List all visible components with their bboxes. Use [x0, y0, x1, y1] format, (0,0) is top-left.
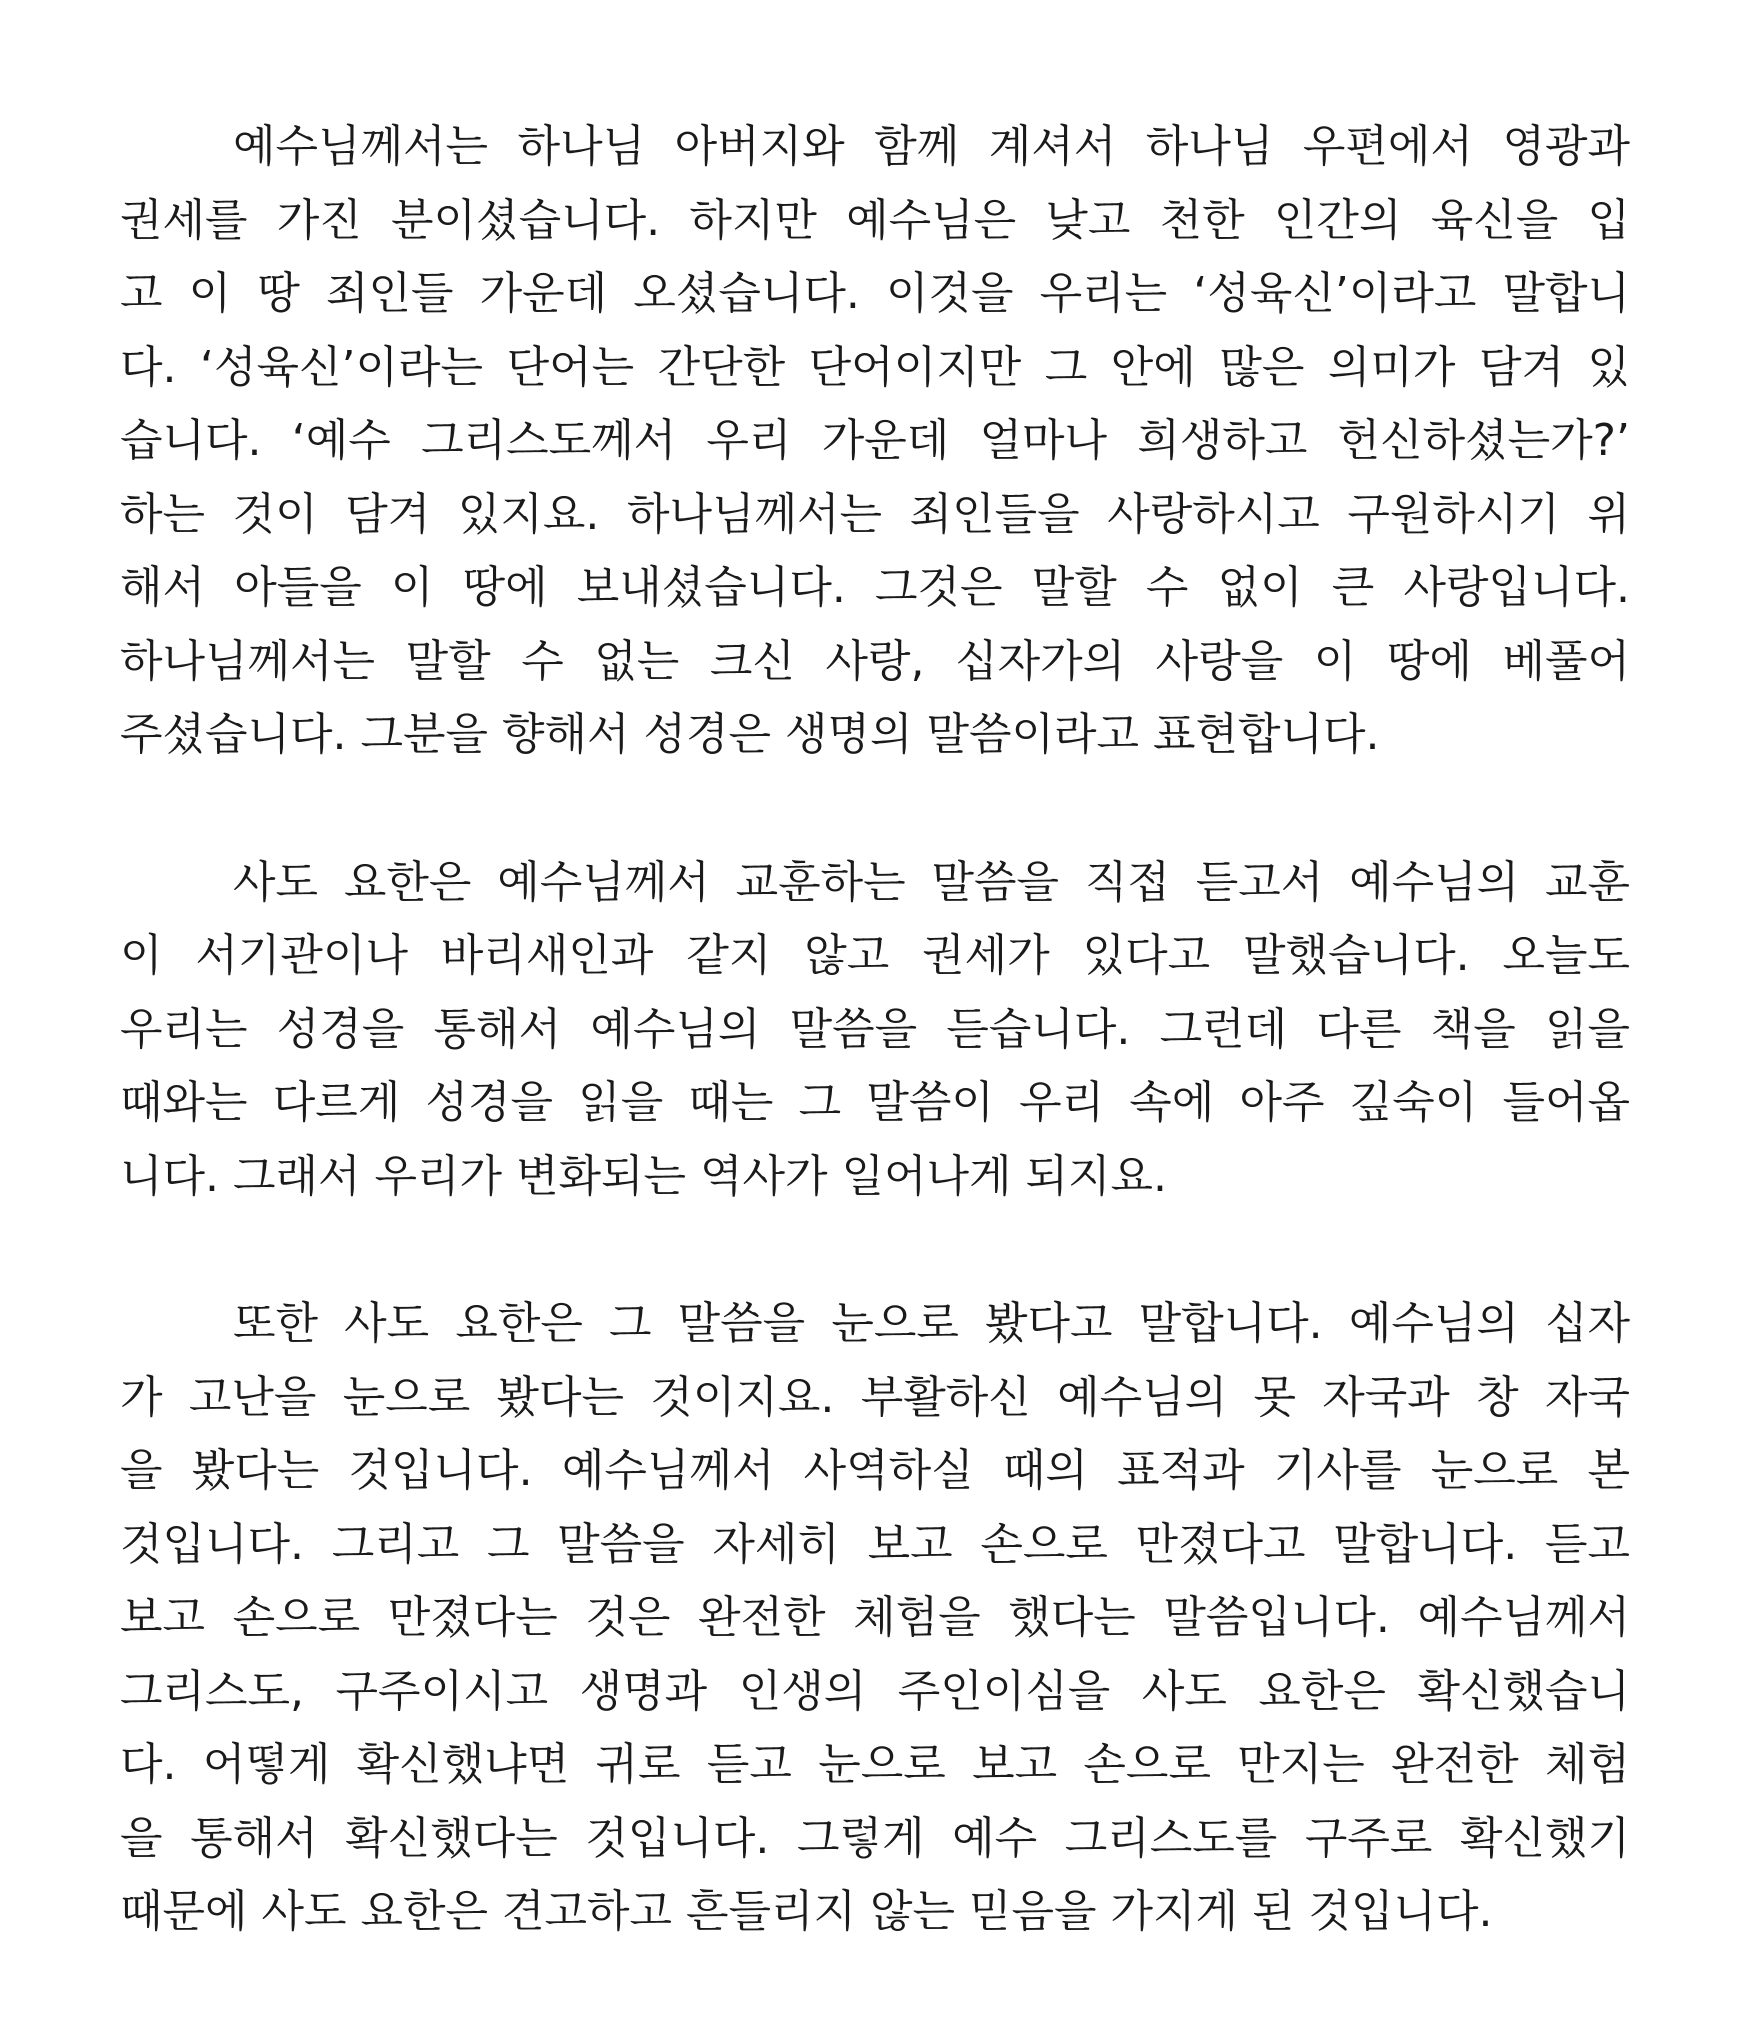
text-line: 그리스도, 구주이시고 생명과 인생의 주인이심을 사도 요한은 확신했습니	[120, 1665, 1630, 1717]
text-line: 해서 아들을 이 땅에 보내셨습니다. 그것은 말할 수 없이 큰 사랑입니다.	[120, 562, 1630, 613]
text-line: 다. 어떻게 확신했냐면 귀로 듣고 눈으로 보고 손으로 만지는 완전한 체험	[120, 1739, 1630, 1790]
text-line: 고 이 땅 죄인들 가운데 오셨습니다. 이것을 우리는 ‘성육신’이라고 말합니	[120, 268, 1630, 319]
paragraph-1	[120, 110, 1630, 772]
text-line: 을 통해서 확신했다는 것입니다. 그렇게 예수 그리스도를 구주로 확신했기	[120, 1812, 1630, 1864]
text-line: 을 봤다는 것입니다. 예수님께서 사역하실 때의 표적과 기사를 눈으로 본	[120, 1445, 1630, 1496]
text-line: 예수님께서는 하나님 아버지와 함께 계셔서 하나님 우편에서 영광과	[233, 121, 1630, 172]
text-line: 권세를 가진 분이셨습니다. 하지만 예수님은 낮고 천한 인간의 육신을 입	[120, 194, 1630, 246]
paragraph-2	[120, 846, 1630, 1214]
text-line: 사도 요한은 예수님께서 교훈하는 말씀을 직접 듣고서 예수님의 교훈	[233, 856, 1630, 908]
text-line: 이 서기관이나 바리새인과 같지 않고 권세가 있다고 말했습니다. 오늘도	[120, 930, 1630, 981]
text-line: 주셨습니다. 그분을 향해서 성경은 생명의 말씀이라고 표현합니다.	[120, 709, 1380, 760]
text-line: 습니다. ‘예수 그리스도께서 우리 가운데 얼마나 희생하고 헌신하셨는가?’	[120, 415, 1630, 466]
text-line: 보고 손으로 만졌다는 것은 완전한 체험을 했다는 말씀입니다. 예수님께서	[120, 1592, 1630, 1643]
document-page	[120, 110, 1630, 2023]
text-line: 다. ‘성육신’이라는 단어는 간단한 단어이지만 그 안에 많은 의미가 담겨 있	[120, 341, 1630, 393]
text-line: 하는 것이 담겨 있지요. 하나님께서는 죄인들을 사랑하시고 구원하시기 위	[120, 488, 1630, 540]
text-line: 때와는 다르게 성경을 읽을 때는 그 말씀이 우리 속에 아주 깊숙이 들어옵	[120, 1077, 1630, 1128]
text-line: 하나님께서는 말할 수 없는 크신 사랑, 십자가의 사랑을 이 땅에 베풀어	[120, 635, 1630, 687]
text-line: 우리는 성경을 통해서 예수님의 말씀을 듣습니다. 그런데 다른 책을 읽을	[120, 1003, 1630, 1055]
text-line: 니다. 그래서 우리가 변화되는 역사가 일어나게 되지요.	[120, 1150, 1167, 1202]
text-line: 때문에 사도 요한은 견고하고 흔들리지 않는 믿음을 가지게 된 것입니다.	[120, 1886, 1493, 1937]
paragraph-3	[120, 1287, 1630, 1949]
text-line: 또한 사도 요한은 그 말씀을 눈으로 봤다고 말합니다. 예수님의 십자	[233, 1298, 1630, 1349]
text-line: 가 고난을 눈으로 봤다는 것이지요. 부활하신 예수님의 못 자국과 창 자국	[120, 1371, 1630, 1423]
text-line: 것입니다. 그리고 그 말씀을 자세히 보고 손으로 만졌다고 말합니다. 듣고	[120, 1518, 1630, 1570]
